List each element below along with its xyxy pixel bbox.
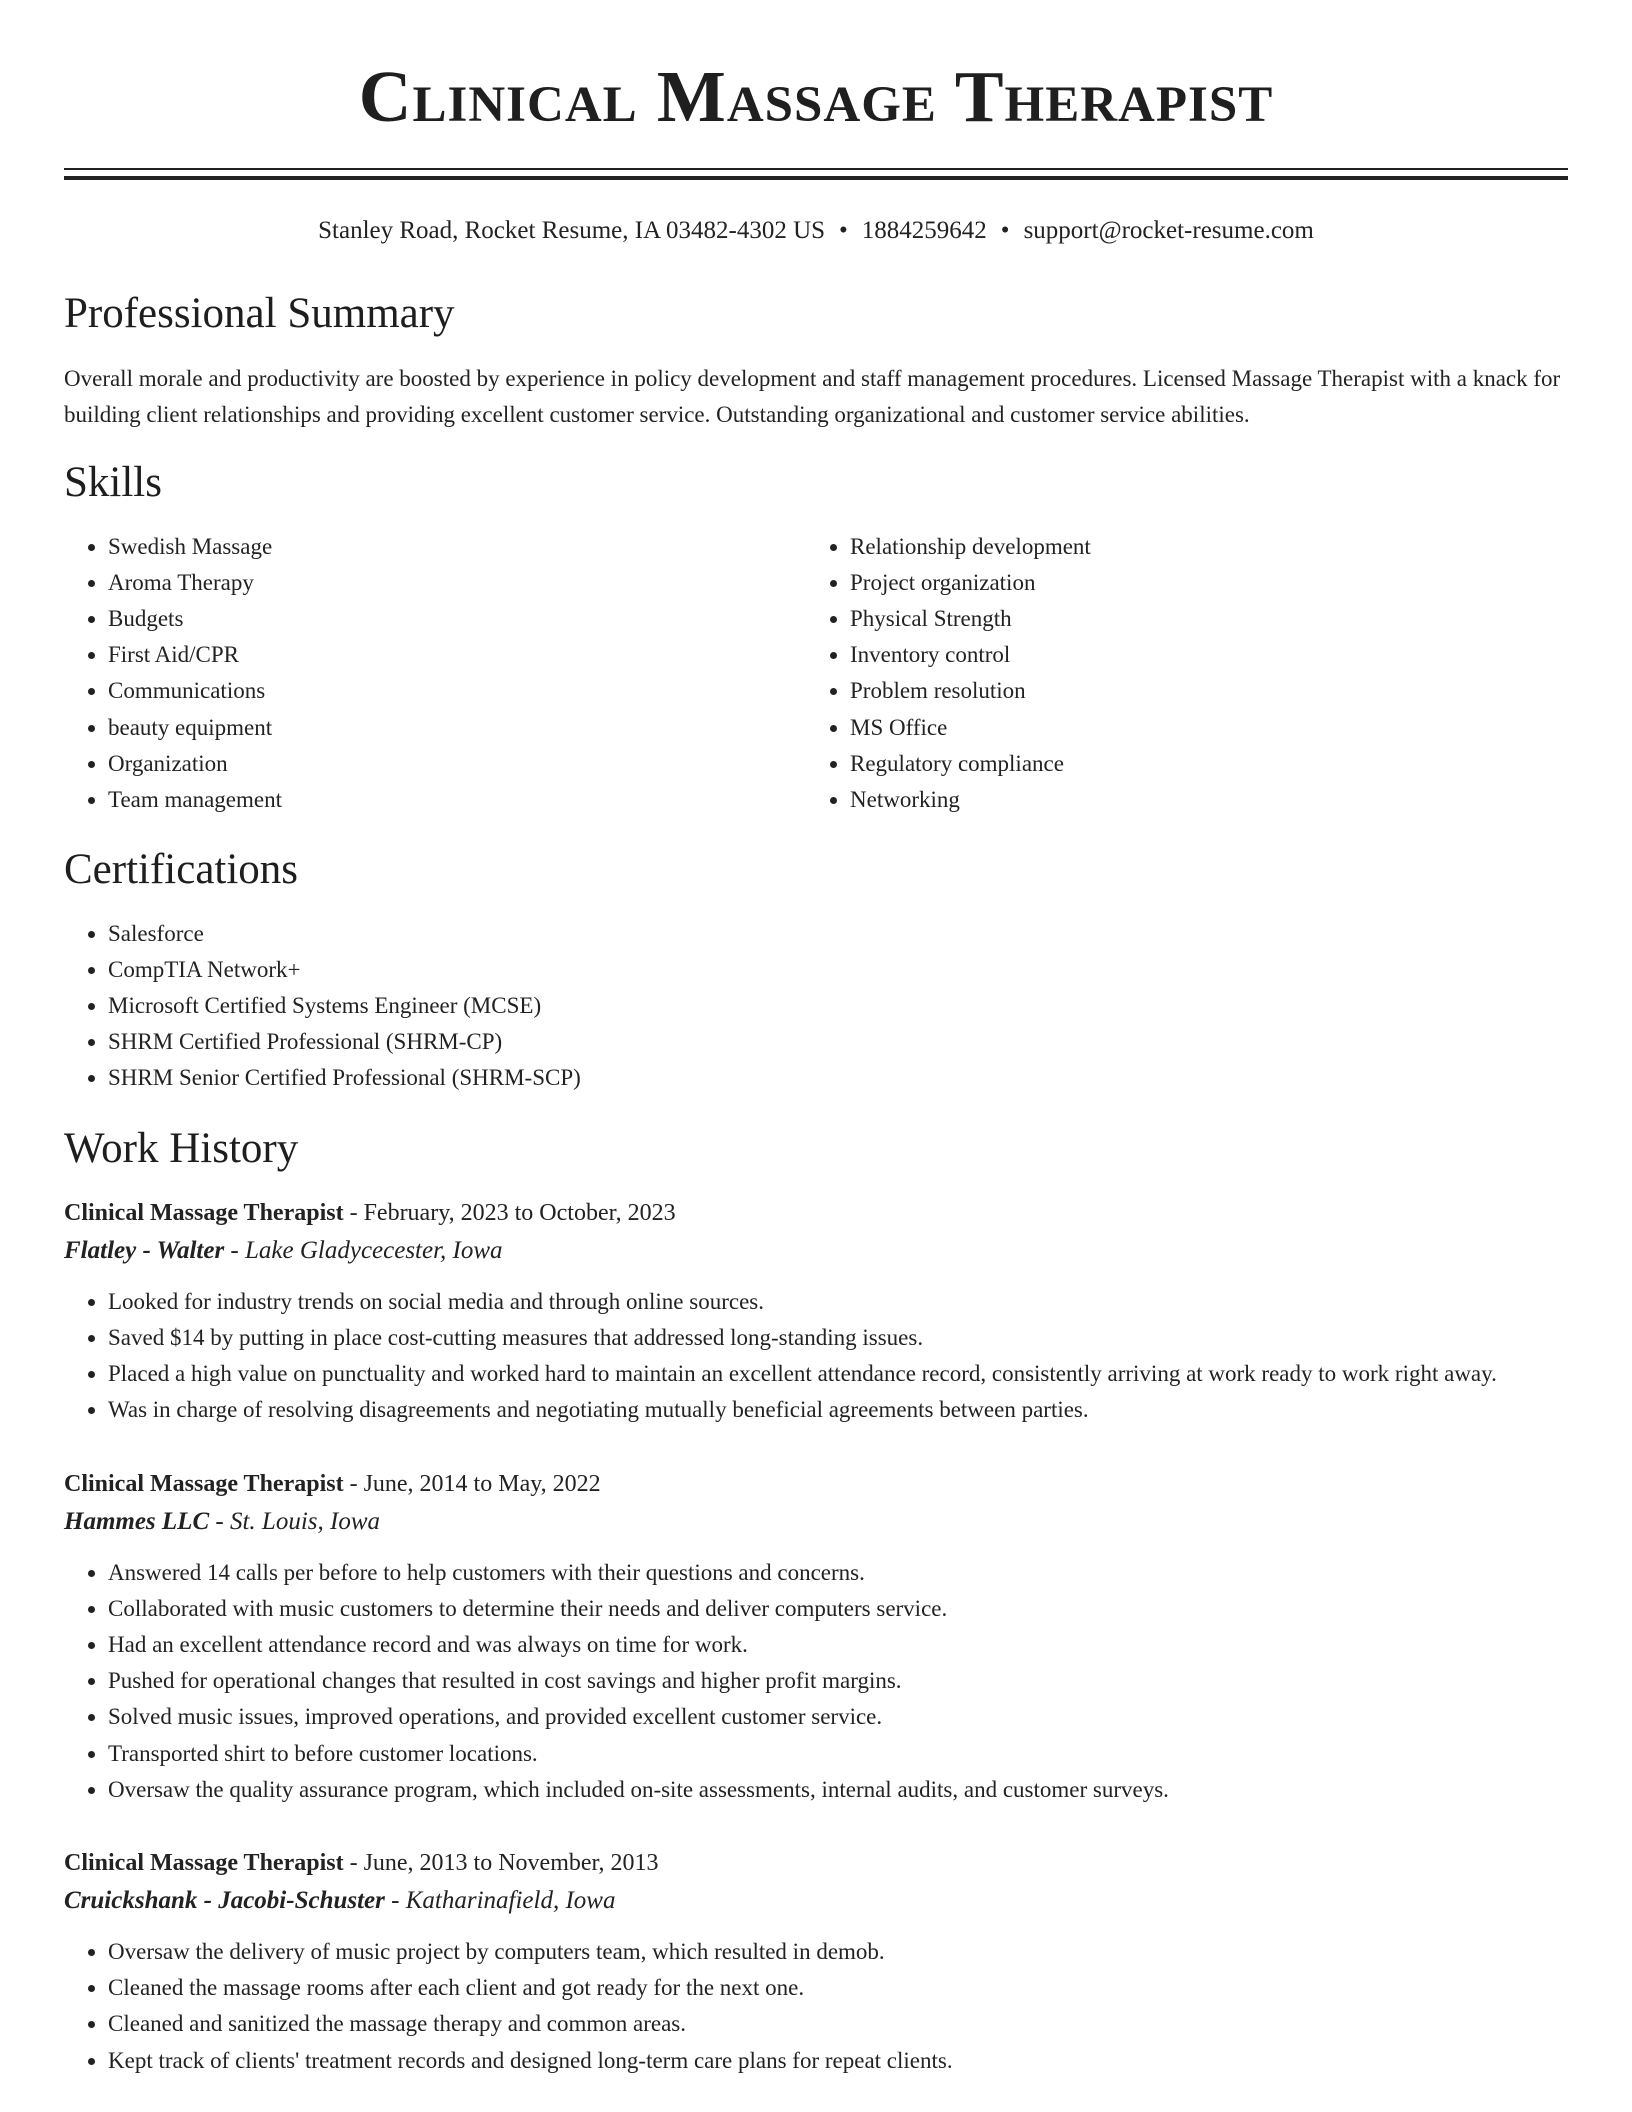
job-company: Flatley - Walter: [64, 1236, 225, 1264]
skills-column-right: [806, 529, 1548, 819]
job-bullet-list: [64, 1934, 1568, 2079]
job-dash: -: [343, 1850, 364, 1877]
header-rule-thin: [64, 168, 1568, 170]
skill-item: • Swedish Massage: [108, 529, 806, 565]
skill-item: • Physical Strength: [850, 601, 1548, 637]
job-bullet: • Looked for industry trends on social media and through online sources.: [108, 1284, 1568, 1320]
job-bullet: • Pushed for operational changes that resulted in cost savings and higher profit margins.: [108, 1663, 1568, 1699]
job-dates: June, 2014 to May, 2022: [363, 1470, 601, 1497]
job-company: Hammes LLC: [64, 1507, 210, 1535]
job-company-line: [64, 1882, 1568, 1920]
job-company-line: [64, 1232, 1568, 1270]
skills-grid: [64, 529, 1568, 819]
job-dash: -: [224, 1236, 245, 1264]
contact-phone: 1884259642: [861, 217, 987, 244]
summary-text: Overall morale and productivity are boosted by experience in policy development and staff management procedures. Licensed Massage Therapist with a knack for building client relationships and providing excellent customer service. Outstanding organizational and customer service abilities.: [64, 366, 1561, 428]
job-bullet: • Cleaned and sanitized the massage therapy and common areas.: [108, 2006, 1568, 2042]
job-entry: [64, 1465, 1568, 1808]
job-bullet: • Transported shirt to before customer locations.: [108, 1736, 1568, 1772]
certifications-list: [64, 916, 1568, 1097]
job-entry: [64, 1194, 1568, 1429]
job-bullet-list: [64, 1555, 1568, 1808]
job-bullet: • Solved music issues, improved operations, and provided excellent customer service.: [108, 1699, 1568, 1735]
job-bullet: • Collaborated with music customers to determine their needs and deliver computers service.: [108, 1591, 1568, 1627]
header-rule-thick: [64, 176, 1568, 180]
certification-item: • Salesforce: [108, 916, 1568, 952]
skill-item: • Organization: [108, 746, 806, 782]
contact-separator: •: [1000, 217, 1010, 244]
skill-item: • Inventory control: [850, 637, 1548, 673]
skills-list-left: [64, 529, 806, 819]
job-header: [64, 1194, 1568, 1232]
contact-line: [64, 216, 1568, 246]
job-bullet: • Oversaw the delivery of music project by computers team, which resulted in demob.: [108, 1934, 1568, 1970]
job-bullet: • Had an excellent attendance record and was always on time for work.: [108, 1627, 1568, 1663]
job-role: Clinical Massage Therapist: [64, 1850, 344, 1877]
work-history-heading: Work History: [64, 1124, 299, 1172]
contact-address: Stanley Road, Rocket Resume, IA 03482-4302 US: [318, 217, 826, 244]
skill-item: • Project organization: [850, 565, 1548, 601]
job-dates: June, 2013 to November, 2013: [363, 1850, 659, 1877]
job-role: Clinical Massage Therapist: [64, 1470, 344, 1497]
skill-item: • beauty equipment: [108, 710, 806, 746]
job-dash: -: [384, 1887, 406, 1915]
contact-separator: •: [839, 217, 848, 244]
job-bullet-list: [64, 1284, 1568, 1429]
certification-item: • SHRM Certified Professional (SHRM-CP): [108, 1024, 1568, 1060]
job-company: Cruickshank - Jacobi-Schuster: [64, 1887, 385, 1915]
skill-item: • MS Office: [850, 710, 1548, 746]
job-bullet: • Saved $14 by putting in place cost-cutting measures that addressed long-standing issues.: [108, 1320, 1568, 1356]
job-company-line: [64, 1503, 1568, 1541]
certification-item: • Microsoft Certified Systems Engineer (MCSE): [108, 988, 1568, 1024]
skill-item: • Relationship development: [850, 529, 1548, 565]
skill-item: • Regulatory compliance: [850, 746, 1548, 782]
job-bullet: • Answered 14 calls per before to help customers with their questions and concerns.: [108, 1555, 1568, 1591]
certification-item: • SHRM Senior Certified Professional (SHRM-SCP): [108, 1060, 1568, 1096]
job-location: Lake Gladycecester, Iowa: [245, 1236, 503, 1264]
job-bullet: • Placed a high value on punctuality and worked hard to maintain an excellent attendance record, consistently arriving at work ready to work right away.: [108, 1356, 1568, 1392]
job-header: [64, 1844, 1568, 1882]
job-bullet: • Cleaned the massage rooms after each client and got ready for the next one.: [108, 1970, 1568, 2006]
job-dash: -: [343, 1470, 364, 1497]
skill-item: • Communications: [108, 673, 806, 709]
skill-item: • Team management: [108, 782, 806, 818]
skills-column-left: [64, 529, 806, 819]
job-dates: February, 2023 to October, 2023: [363, 1199, 676, 1226]
skill-item: • Networking: [850, 782, 1548, 818]
skill-item: • First Aid/CPR: [108, 637, 806, 673]
job-entry: [64, 1844, 1568, 2079]
skill-item: • Problem resolution: [850, 673, 1548, 709]
resume-title: Clinical Massage Therapist: [358, 56, 1274, 137]
certifications-heading: Certifications: [64, 846, 299, 894]
skills-list-right: [806, 529, 1548, 819]
job-role: Clinical Massage Therapist: [64, 1199, 344, 1226]
skills-heading: Skills: [64, 459, 162, 507]
job-dash: -: [209, 1507, 230, 1535]
job-bullet: • Oversaw the quality assurance program, which included on-site assessments, internal audits, and customer surveys.: [108, 1772, 1568, 1808]
job-bullet: • Kept track of clients' treatment records and designed long-term care plans for repeat clients.: [108, 2043, 1568, 2079]
skill-item: • Budgets: [108, 601, 806, 637]
skill-item: • Aroma Therapy: [108, 565, 806, 601]
job-dash: -: [343, 1199, 364, 1226]
job-location: Katharinafield, Iowa: [405, 1887, 616, 1915]
certification-item: • CompTIA Network+: [108, 952, 1568, 988]
contact-email: support@rocket-resume.com: [1023, 217, 1314, 244]
job-bullet: • Was in charge of resolving disagreements and negotiating mutually beneficial agreements between parties.: [108, 1392, 1568, 1428]
job-location: St. Louis, Iowa: [229, 1507, 380, 1535]
job-header: [64, 1465, 1568, 1503]
summary-heading: Professional Summary: [64, 290, 455, 337]
